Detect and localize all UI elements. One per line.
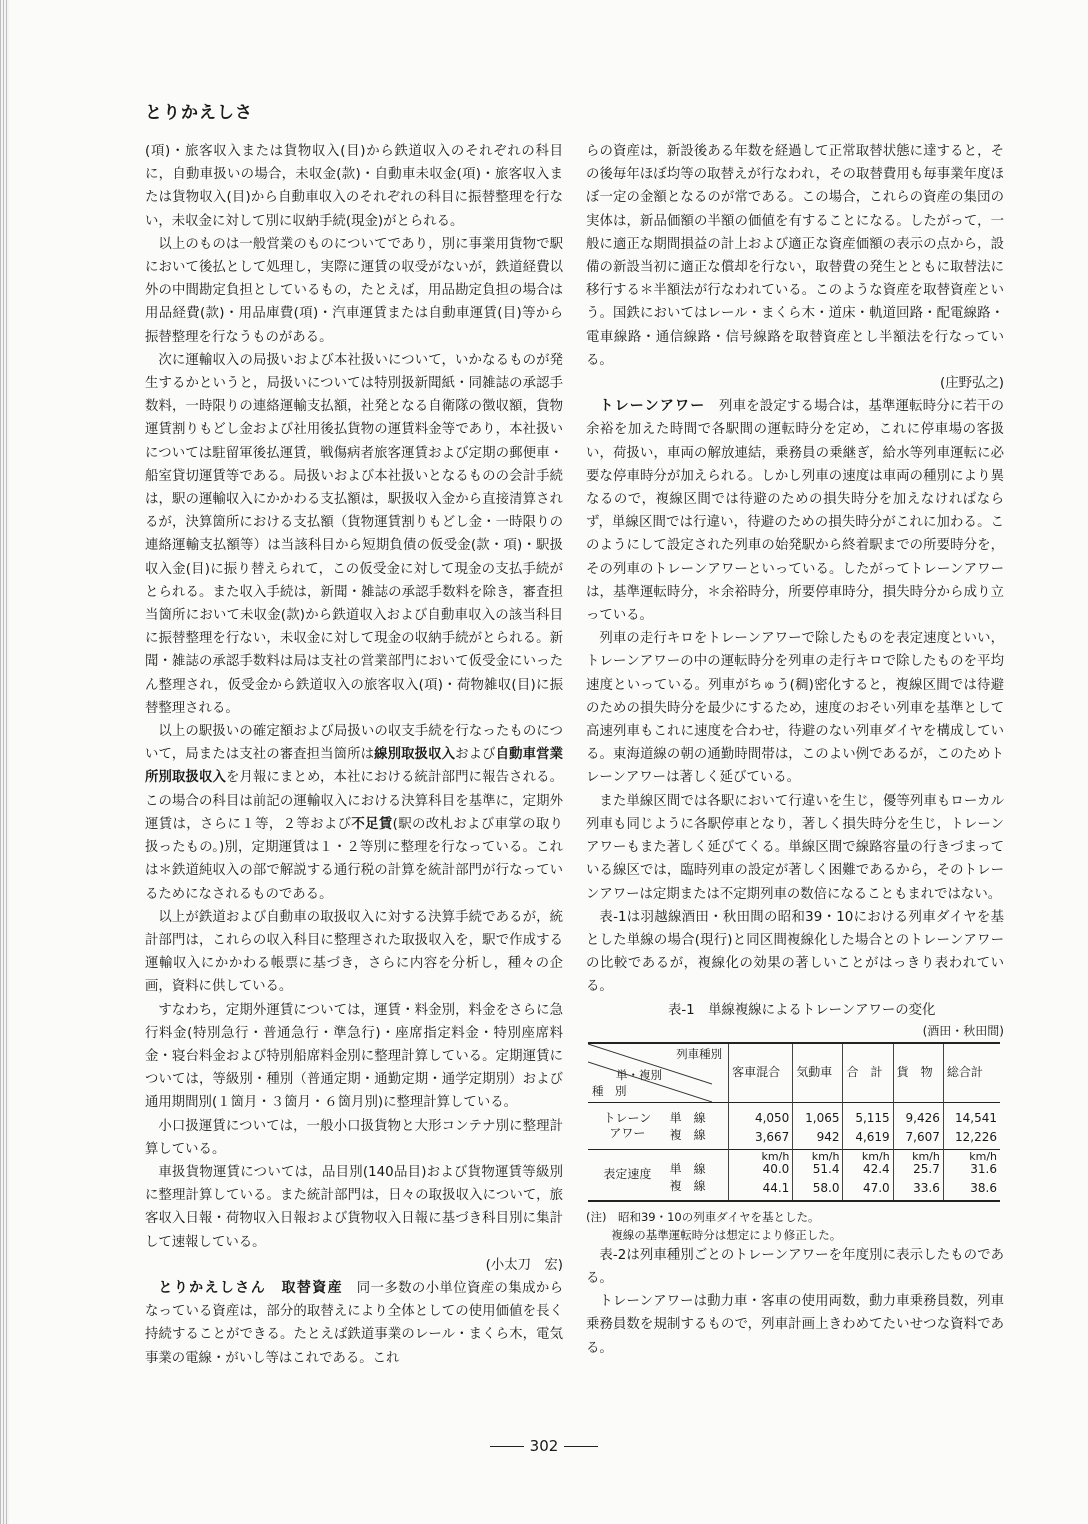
left-column <box>145 140 563 1370</box>
train-hour-table <box>588 1042 1000 1202</box>
unit-label: km/h <box>861 1149 890 1163</box>
column-header: 貨 物 <box>893 1043 943 1103</box>
table-cell: km/h 31.6 <box>943 1149 1000 1178</box>
table-cell: km/h 40.0 <box>729 1149 793 1178</box>
paragraph: また単線区間では各駅において行違いを生じ，優等列車もローカル列車も同じように各駅停車となり，著しく損失時分を生じ，トレーンアワーもまた著しく延びてくる。単線区間で線路容量の行きづまっている線区では，臨時列車の設定が著しく困難であるから，そのトレーンアワーは定期または不定期列車の数倍になることもまれではない。 <box>586 793 1004 902</box>
scan-binding-edge <box>0 0 9 1524</box>
unit-label: km/h <box>912 1149 940 1163</box>
paragraph: 以上の駅扱いの確定額および局扱いの収支手続を行なったものについて，局または支社の審査担当箇所は線別取扱収入および自動車営業所別取扱収入を月報にまとめ，本社における統計部門に報告される。この場合の科目は前記の運輸収入における決算科目を基準に，定期外運賃は，さらに１等，２等および不足賃(駅の改札および車掌の取り扱ったもの。)別，定期運賃は１・２等別に整理を行なっている。これは＊鉄道純収入の部で解説する通行税の計算を統計部門が行なっているためになされるものである。 <box>145 724 564 902</box>
table-cell: 58.0 <box>793 1178 843 1201</box>
row-kind: 単 線 <box>667 1149 729 1178</box>
row-group-label: 表定速度 <box>603 1167 652 1182</box>
unit-label: km/h <box>811 1149 840 1163</box>
table-note: (注) 昭和39・10の列車ダイヤを基とした。 <box>586 1209 820 1224</box>
bold-term: 不足賃 <box>351 816 393 832</box>
table-note: 複線の基準運転時分は想定により修正した。 <box>611 1227 842 1242</box>
table-cell: 3,667 <box>729 1127 793 1150</box>
entry-torikaeshisan: とりかえしさん 取替資産 同一多数の小単位資産の集成からなっている資産は，部分的取替えにより全体としての使用価値を長く持続することができる。たとえば鉄道事業のレール・まくら木，電気事業の電線・がいし等はこれである。これ <box>145 1279 564 1366</box>
author-credit: (庄野弘之) <box>939 376 1004 392</box>
paragraph: すなわち，定期外運賃については，運賃・料金別，料金をさらに急行料金(特別急行・普通急行・準急行)・座席指定料金・特別座席料金・寝台料金および特別船席料金別に整理計算している。定期運賃については，等級別・種別（普通定期・通勤定期・通学定期別）および通用期間別(１箇月・３箇月・６箇月別)に整理計算している。 <box>145 1002 563 1111</box>
table-cell: km/h 25.7 <box>893 1149 943 1178</box>
page-number: 302 <box>0 1437 1088 1455</box>
right-column <box>586 140 1004 1360</box>
table-row <box>588 1149 1000 1178</box>
row-kind: 複 線 <box>667 1178 729 1201</box>
paragraph: 以上のものは一般営業のものについてであり，別に事業用貨物で駅において後払として処理し，実際に運賃の収受がないが，鉄道経費以外の中間勘定負担としているもの，たとえば，用品勘定負担の場合は用品経費(款)・用品庫費(項)・汽車運賃または自動車運賃(目)等から振替整理を行なうものがある。 <box>145 236 563 345</box>
author-credit: (小太刀 宏) <box>485 1257 563 1273</box>
table-cell: 33.6 <box>893 1178 943 1201</box>
dash-decoration <box>564 1446 598 1447</box>
bold-term: 線別取扱収入 <box>374 747 456 763</box>
paragraph: トレーンアワーは動力車・客車の使用両数，動力車乗務員数，列車乗務員数を規制するもので，列車計画上きわめてたいせつな資料である。 <box>586 1294 1004 1356</box>
paragraph: (項)・旅客収入または貨物収入(目)から鉄道収入のそれぞれの科目に，自動車扱いの場合，未収金(款)・自動車未収金(項)・旅客収入または貨物収入(目)から自動車収入のそれぞれの科目に振替整理を行ない，未収金に対して別に収納手続(現金)がとられる。 <box>145 144 563 229</box>
table-source: (酒田・秋田間) <box>922 1023 1004 1038</box>
table-cell: 14,541 <box>955 1110 997 1125</box>
table-cell: 1,065 <box>793 1102 843 1127</box>
table-row <box>588 1102 1000 1127</box>
entry-headword: とりかえしさん 取替資産 <box>158 1279 343 1296</box>
row-kind: 単 線 <box>667 1102 729 1127</box>
table-corner-header <box>588 1043 729 1103</box>
column-header: 客車混合 <box>729 1043 793 1103</box>
table-cell: km/h 42.4 <box>843 1149 893 1178</box>
dash-decoration <box>490 1446 524 1447</box>
table-caption: 表-1 単線複線によるトレーンアワーの変化 <box>667 1002 936 1018</box>
entry-headword: トレーンアワー <box>599 398 706 415</box>
paragraph: 列車の走行キロをトレーンアワーで除したものを表定速度といい，トレーンアワーの中の運転時分を列車の走行キロで除したものを平均速度といっている。列車がちゅう(稠)密化すると，複線区間では待避のための損失時分を最少にするため，速度のおそい列車を基準として高速列車もこれに速度を合わせ，待避のない列車ダイヤを構成している。東海道線の朝の通勤時間帯は，このよい例であるが，このためトレーンアワーは著しく延びている。 <box>586 631 1004 786</box>
row-group-label: トレーン アワー <box>603 1110 652 1140</box>
corner-label-single-double: 単・複別 <box>616 1067 662 1082</box>
paragraph: 車扱貨物運賃については，品目別(140品目)および貨物運賃等級別に整理計算している。また統計部門は，日々の取扱収入について，旅客収入日報・荷物収入日報および貨物収入日報に基づき科目別に集計して速報している。 <box>145 1164 563 1250</box>
column-header: 総合計 <box>946 1065 983 1080</box>
table-cell: 4,050 <box>729 1102 793 1127</box>
table-cell: 7,607 <box>893 1127 943 1150</box>
table-cell: 9,426 <box>893 1102 943 1127</box>
corner-label-train-type: 列車種別 <box>676 1046 723 1061</box>
table-cell: 12,226 <box>955 1130 997 1145</box>
table-cell: 5,115 <box>843 1102 893 1127</box>
table-cell: km/h 51.4 <box>793 1149 843 1178</box>
entry-train-hour: トレーンアワー 列車を設定する場合は，基準運転時分に若干の余裕を加えた時間で各駅間の運転時分を定め，これに停車場の客扱い，荷扱い，車両の解放連結，乗務員の乗継ぎ，給水等列車運転に必要な停車時分が加えられる。しかし列車の速度は車両の種別により異なるので，複線区間では待避のための損失時分を加えなければならず，単線区間では行違い，待避のための損失時分がこれに加わる。このようにして設定された列車の始発駅から終着駅までの所要時分を，その列車のトレーンアワーといっている。したがってトレーンアワーは，基準運転時分，＊余裕時分，所要停車時分，損失時分から成り立っている。 <box>586 398 1005 624</box>
paragraph: 次に運輸収入の局扱いおよび本社扱いについて，いかなるものが発生するかというと，局扱いについては特別扱新聞紙・同雑誌の承認手数料，一時限りの連絡運輸支払額，社発となる自衛隊の徴収額，貨物運賃割りもどし金および社用後払貨物の運賃料金等であり，本社扱いについては駐留軍後払運賃，戦傷病者旅客運賃および定期の郵便車・船室貸切運賃等である。局扱いおよび本社扱いとなるものの会計手続は，駅の運輸収入にかかわる支払額は，駅扱収入金から直接清算されるが，決算箇所における支払額（貨物運賃割りもどし金・一時限りの連絡運輸支払額等）は当該科目から短期負債の仮受金(款・項)・駅扱収入金(目)に振り替えられて，この仮受金に対して現金の支払手続がとられる。また収入手続は，新聞・雑誌の承認手数料を除き，審査担当箇所において未収金(款)から鉄道収入および自動車収入の該当科目に振替整理を行ない，未収金に対して現金の収納手続がとられる。新聞・雑誌の承認手数料は局は支社の営業部門において仮受金にいったん整理され，仮受金から鉄道収入の旅客収入(項)・荷物雑収(目)に振替整理される。 <box>145 352 563 716</box>
row-kind: 複 線 <box>667 1127 729 1150</box>
column-header: 合 計 <box>843 1043 893 1103</box>
unit-label: km/h <box>969 1149 997 1163</box>
table-cell: 47.0 <box>843 1178 893 1201</box>
paragraph: 表-1は羽越線酒田・秋田間の昭和39・10における列車ダイヤを基とした単線の場合(現行)と同区間複線化した場合とのトレーンアワーの比較であるが，複線化の効果の著しいことがはっきり表われている。 <box>586 909 1004 995</box>
paragraph: 以上が鉄道および自動車の取扱収入に対する決算手続であるが，統計部門は，これらの収入科目に整理された取扱収入を，駅で作成する運輸収入にかかわる帳票に基づき，さらに内容を分析し，種々の企画，資料に供している。 <box>145 909 563 995</box>
paragraph: 小口扱運賃については，一般小口扱貨物と大形コンテナ別に整理計算している。 <box>145 1118 563 1157</box>
paragraph: 表-2は列車種別ごとのトレーンアワーを年度別に表示したものである。 <box>586 1247 1004 1286</box>
table-cell: 44.1 <box>729 1178 793 1201</box>
column-header: 気動車 <box>793 1043 843 1103</box>
running-head: とりかえしさ <box>145 103 253 123</box>
corner-label-kind: 種 別 <box>592 1083 627 1098</box>
table-cell: 942 <box>793 1127 843 1150</box>
table-cell: 38.6 <box>970 1181 997 1196</box>
paragraph: らの資産は，新設後ある年数を経過して正常取替状態に達すると，その後毎年ほぼ均等の取替えが行なわれ，その取替費用も毎事業年度ほぼ一定の金額となるのが常である。この場合，これらの資産の集団の実体は，新品価額の半額の価値を有することになる。したがって，一般に適正な期間損益の計上および適正な資産価額の表示の点から，設備の新設当初に適正な償却を行ない，取替費の発生とともに取替法に移行する＊半額法が行なわれている。このような資産を取替資産という。国鉄においてはレール・まくら木・道床・軌道回路・配電線路・電車線路・通信線路・信号線路を取替資産とし半額法を行なっている。 <box>586 144 1004 368</box>
table-cell: 4,619 <box>843 1127 893 1150</box>
bold-term: 自動車営業所別取扱収入 <box>145 747 564 786</box>
unit-label: km/h <box>761 1149 790 1163</box>
